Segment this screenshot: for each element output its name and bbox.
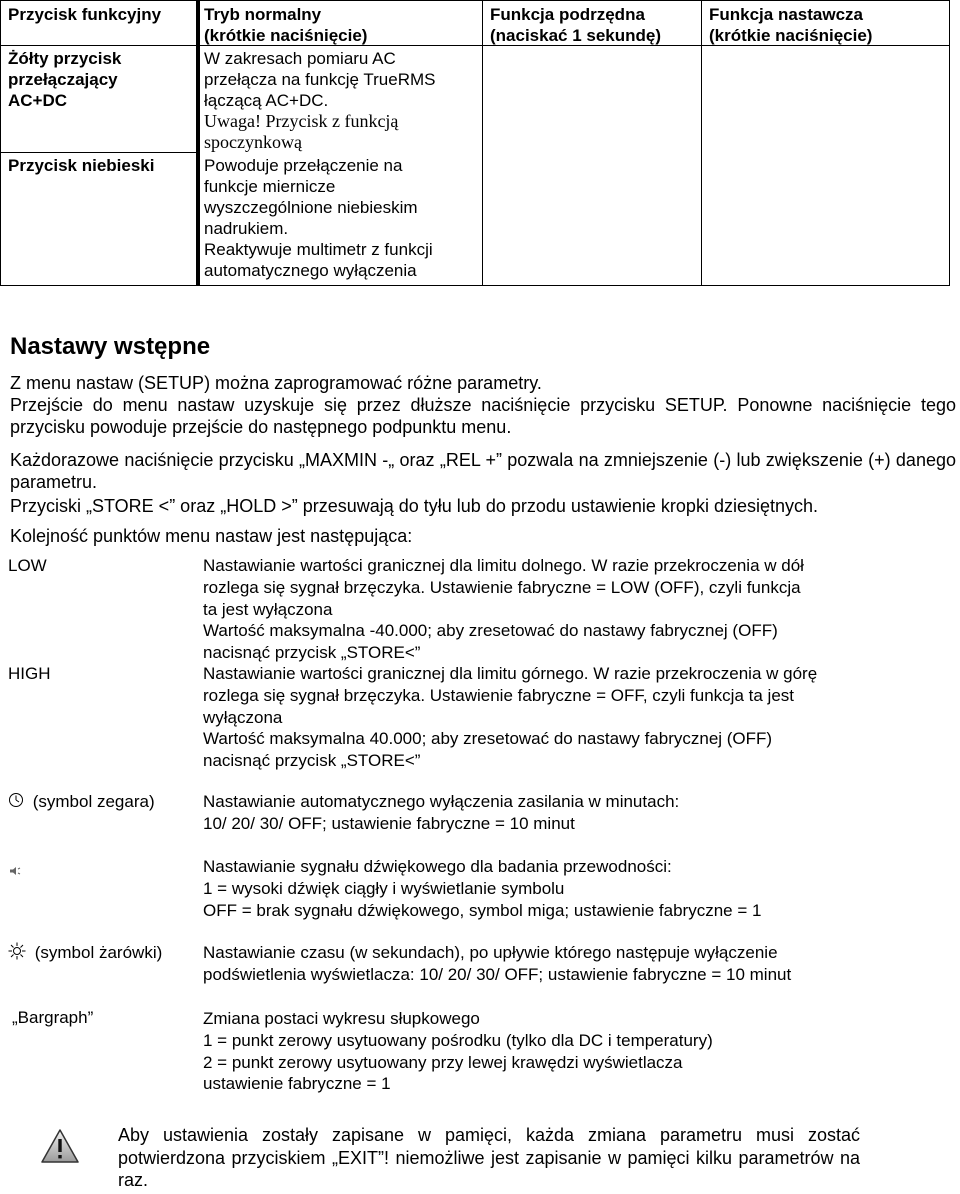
header-secondary-function: Funkcja podrzędna (naciskać 1 sekundę) bbox=[490, 5, 662, 45]
row-yellow-button-note: Uwaga! Przycisk z funkcją spoczynkową bbox=[204, 111, 399, 152]
maxmin-rel-paragraph: Każdorazowe naciśnięcie przycisku „MAXMIN -„ oraz „REL +” pozwala na zmniejszenie (-) lub zwiększenie (+) danego parametru. bbox=[10, 450, 956, 492]
menu-desc-high: Nastawianie wartości granicznej dla limitu górnego. W razie przekroczenia w górę rozlega się sygnał brzęczyka. Ustawienie fabryczne = OFF, czyli funkcja ta jest wyłączona Wartość maksymalna 40.000; aby zresetować do nastawy fabrycznej (OFF) nacisnąć przycisk „STORE<” bbox=[203, 664, 818, 771]
menu-term-clock: (symbol zegara) bbox=[8, 791, 155, 813]
row-yellow-button-name: Żółty przycisk przełączający AC+DC bbox=[8, 49, 122, 110]
menu-term-low: LOW bbox=[8, 556, 47, 575]
menu-desc-low: Nastawianie wartości granicznej dla limitu dolnego. W razie przekroczenia w dół rozlega się sygnał brzęczyka. Ustawienie fabryczne = LOW (OFF), czyli funkcja ta jest wyłączona Wartość maksymalna -40.000; aby zresetować do nastawy fabrycznej (OFF) nacisnąć przycisk „STORE<” bbox=[203, 556, 804, 663]
menu-term-high: HIGH bbox=[8, 664, 51, 683]
menu-term-beeper bbox=[8, 860, 22, 882]
bulb-icon bbox=[8, 942, 26, 965]
menu-term-bargraph: „Bargraph” bbox=[12, 1008, 94, 1027]
menu-desc-clock: Nastawianie automatycznego wyłączenia zasilania w minutach: 10/ 20/ 30/ OFF; ustawienie fabryczne = 10 minut bbox=[203, 792, 680, 833]
menu-desc-bargraph: Zmiana postaci wykresu słupkowego 1 = punkt zerowy usytuowany pośrodku (tylko dla DC i temperatury) 2 = punkt zerowy usytuowany przy lewej krawędzi wyświetlacza ustawienie fabryczne = 1 bbox=[203, 1009, 713, 1094]
warning-icon bbox=[40, 1128, 80, 1169]
header-button-column: Przycisk funkcyjny bbox=[8, 5, 162, 24]
row-blue-button-normal: Powoduje przełączenie na funkcje miernicze wyszczególnione niebieskim nadrukiem. Reaktywuje multimetr z funkcji automatycznego wyłączenia bbox=[204, 156, 433, 280]
function-buttons-table bbox=[0, 0, 950, 286]
row-blue-button-name: Przycisk niebieski bbox=[8, 156, 155, 175]
menu-desc-beeper: Nastawianie sygnału dźwiękowego dla badania przewodności: 1 = wysoki dźwięk ciągły i wyświetlanie symbolu OFF = brak sygnału dźwiękowego, symbol miga; ustawienie fabryczne = 1 bbox=[203, 857, 762, 920]
intro-paragraph: Z menu nastaw (SETUP) można zaprogramować różne parametry. bbox=[10, 373, 542, 393]
menu-desc-backlight: Nastawianie czasu (w sekundach), po upływie którego następuje wyłączenie podświetlenia wyświetlacza: 10/ 20/ 30/ OFF; ustawienie fabryczne = 10 minut bbox=[203, 943, 792, 984]
header-setting-function: Funkcja nastawcza (krótkie naciśnięcie) bbox=[709, 5, 873, 45]
store-hold-paragraph: Przyciski „STORE <” oraz „HOLD >” przesuwają do tyłu lub do przodu ustawienie kropki dziesiętnych. bbox=[10, 496, 818, 516]
save-settings-note: Aby ustawienia zostały zapisane w pamięci, każda zmiana parametru musi zostać potwierdzona przyciskiem „EXIT”! niemożliwe jest zapisanie w pamięci kilku parametrów na raz. bbox=[118, 1125, 860, 1190]
header-normal-mode: Tryb normalny (krótkie naciśnięcie) bbox=[204, 5, 368, 45]
menu-term-backlight: (symbol żarówki) bbox=[8, 942, 162, 965]
setup-access-paragraph: Przejście do menu nastaw uzyskuje się przez dłuższe naciśnięcie przycisku SETUP. Ponowne naciśnięcie tego przycisku powoduje przejście do następnego podpunktu menu. bbox=[10, 395, 956, 437]
speaker-icon bbox=[8, 861, 22, 882]
clock-icon bbox=[8, 792, 24, 813]
section-title: Nastawy wstępne bbox=[10, 333, 211, 360]
menu-order-intro: Kolejność punktów menu nastaw jest następująca: bbox=[10, 526, 413, 546]
row-yellow-button-normal: W zakresach pomiaru AC przełącza na funkcję TrueRMS łączącą AC+DC. Uwaga! Przycisk z funkcją spoczynkową bbox=[204, 49, 436, 152]
